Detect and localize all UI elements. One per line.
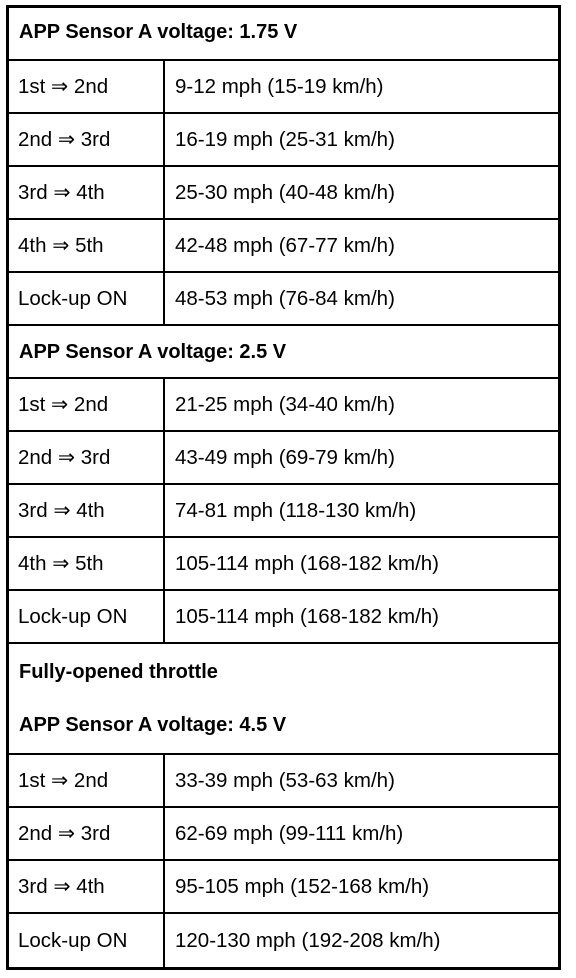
shift-cell (9, 808, 165, 859)
shift-label: 3rd ⇒ 4th (18, 874, 105, 898)
shift-cell (9, 538, 165, 589)
shift-cell (9, 273, 165, 324)
shift-cell (9, 485, 165, 536)
speed-value: 33-39 mph (53-63 km/h) (175, 768, 395, 792)
shift-cell (9, 432, 165, 483)
shift-label: 1st ⇒ 2nd (18, 768, 109, 792)
shift-cell (9, 220, 165, 271)
shift-cell (9, 61, 165, 112)
speed-value: 42-48 mph (67-77 km/h) (175, 233, 395, 257)
table-row (9, 861, 558, 914)
shift-label: 2nd ⇒ 3rd (18, 821, 111, 845)
table-row (9, 273, 558, 326)
shift-cell (9, 114, 165, 165)
speed-value: 120-130 mph (192-208 km/h) (175, 928, 441, 952)
speed-value: 105-114 mph (168-182 km/h) (175, 604, 439, 628)
table-row (9, 167, 558, 220)
shift-label: Lock-up ON (18, 928, 128, 952)
shift-cell (9, 379, 165, 430)
section-header-row (9, 8, 558, 61)
table-row (9, 755, 558, 808)
table-row (9, 220, 558, 273)
section-header: APP Sensor A voltage: 1.75 V (19, 21, 298, 43)
table-row (9, 432, 558, 485)
speed-value: 95-105 mph (152-168 km/h) (175, 874, 430, 898)
shift-label: 3rd ⇒ 4th (18, 180, 105, 204)
table-row (9, 914, 558, 967)
speed-value: 25-30 mph (40-48 km/h) (175, 180, 395, 204)
table-row (9, 379, 558, 432)
speed-value: 43-49 mph (69-79 km/h) (175, 445, 395, 469)
section-header: Fully-opened throttle (19, 661, 218, 683)
shift-label: 4th ⇒ 5th (18, 233, 104, 257)
speed-value: 48-53 mph (76-84 km/h) (175, 286, 395, 310)
shift-label: 3rd ⇒ 4th (18, 498, 105, 522)
table-row (9, 808, 558, 861)
shift-label: Lock-up ON (18, 604, 128, 628)
shift-cell (9, 591, 165, 642)
section-header-row (9, 644, 558, 755)
section-header-row (9, 326, 558, 379)
table-row (9, 538, 558, 591)
table-row (9, 114, 558, 167)
table-row (9, 61, 558, 114)
speed-value: 62-69 mph (99-111 km/h) (175, 821, 404, 845)
table-row (9, 591, 558, 644)
speed-value: 21-25 mph (34-40 km/h) (175, 392, 395, 416)
shift-label: 2nd ⇒ 3rd (18, 445, 111, 469)
shift-label: 1st ⇒ 2nd (18, 392, 109, 416)
shift-label: 1st ⇒ 2nd (18, 74, 109, 98)
shift-cell (9, 914, 165, 967)
shift-label: Lock-up ON (18, 286, 128, 310)
section-header: APP Sensor A voltage: 2.5 V (19, 341, 287, 363)
speed-value: 16-19 mph (25-31 km/h) (175, 127, 395, 151)
shift-speed-table (6, 5, 561, 970)
table-row (9, 485, 558, 538)
shift-label: 2nd ⇒ 3rd (18, 127, 111, 151)
shift-label: 4th ⇒ 5th (18, 551, 104, 575)
speed-value: 105-114 mph (168-182 km/h) (175, 551, 439, 575)
speed-value: 74-81 mph (118-130 km/h) (175, 498, 417, 522)
section-header: APP Sensor A voltage: 4.5 V (19, 714, 287, 736)
shift-cell (9, 755, 165, 806)
speed-value: 9-12 mph (15-19 km/h) (175, 74, 384, 98)
shift-cell (9, 861, 165, 912)
shift-cell (9, 167, 165, 218)
